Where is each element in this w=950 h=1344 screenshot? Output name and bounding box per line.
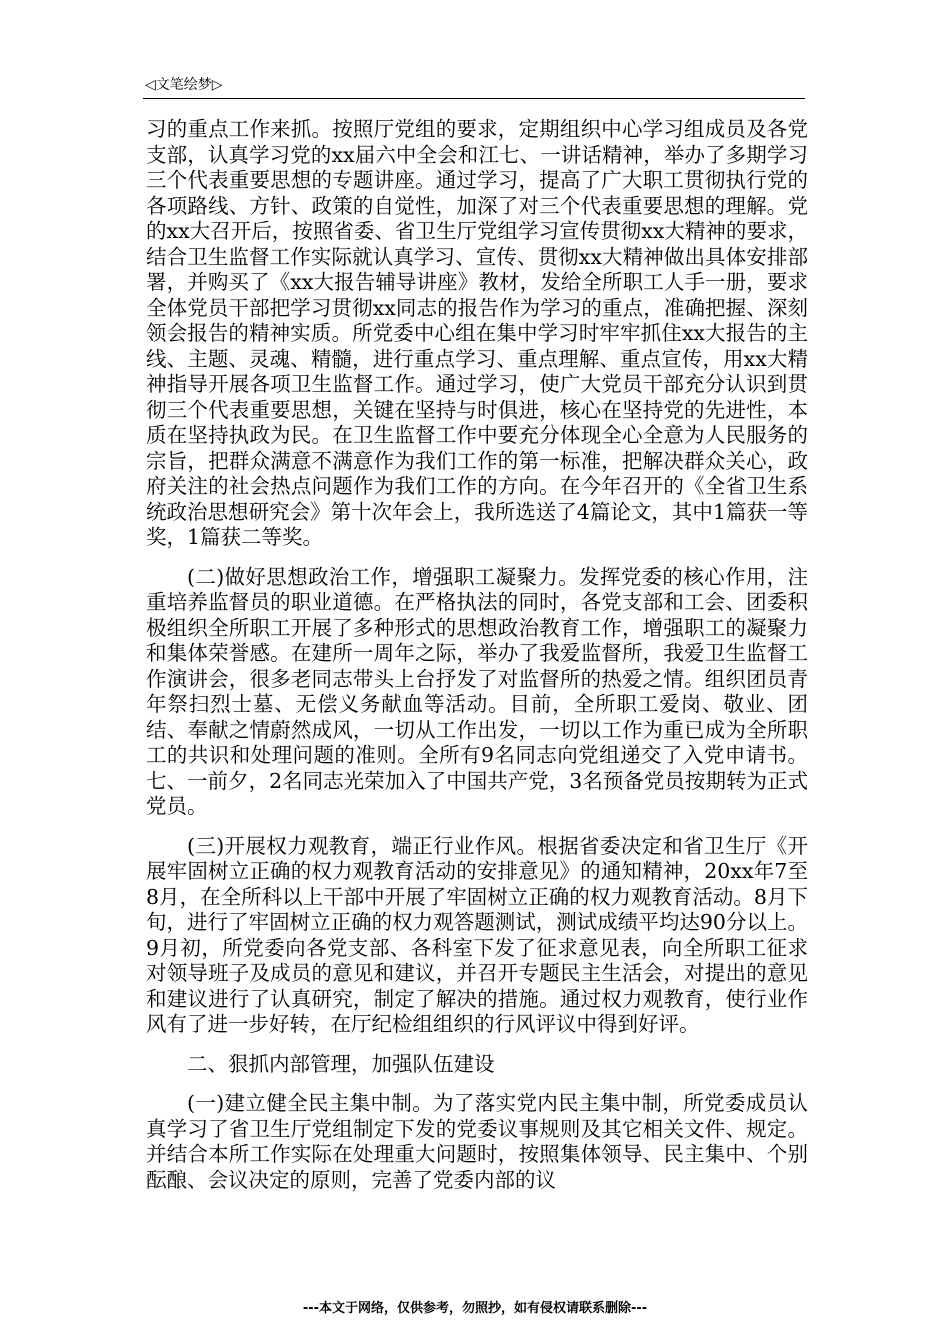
page-footer-notice: ---本文于网络，仅供参考，勿照抄，如有侵权请联系删除--- <box>302 1301 648 1316</box>
document-body <box>146 117 808 1193</box>
paragraph-3: (三)开展权力观教育，端正行业作风。根据省委决定和省卫生厅《开展牢固树立正确的权力观教育活动的安排意见》的通知精神，20xx年7至8月，在全所科以上干部中开展了牢固树立正确的权力观教育活动。8月下旬，进行了牢固树立正确的权力观答题测试，测试成绩平均达90分以上。9月初，所党委向各党支部、各科室下发了征求意见表，向全所职工征求对领导班子及成员的意见和建议，并召开专题民主生活会，对提出的意见和建议进行了认真研究，制定了解决的措施。通过权力观教育，使行业作风有了进一步好转，在厅纪检组组织的行风评议中得到好评。 <box>146 833 808 1036</box>
page-header <box>143 74 805 99</box>
section-heading: 二、狠抓内部管理，加强队伍建设 <box>187 1051 495 1076</box>
header-brand: ◁文笔绘梦▷ <box>145 77 223 93</box>
paragraph-1: 习的重点工作来抓。按照厅党组的要求，定期组织中心学习组成员及各党支部，认真学习党的xx届六中全会和江七、一讲话精神，举办了多期学习三个代表重要思想的专题讲座。通过学习，提高了广大职工贯彻执行党的各项路线、方针、政策的自觉性，加深了对三个代表重要思想的理解。党的xx大召开后，按照省委、省卫生厅党组学习宣传贯彻xx大精神的要求，结合卫生监督工作实际就认真学习、宣传、贯彻xx大精神做出具体安排部署，并购买了《xx大报告辅导讲座》教材，发给全所职工人手一册，要求全体党员干部把学习贯彻xx同志的报告作为学习的重点，准确把握、深刻领会报告的精神实质。所党委中心组在集中学习时牢牢抓住xx大报告的主线、主题、灵魂、精髓，进行重点学习、重点理解、重点宣传，用xx大精神指导开展各项卫生监督工作。通过学习，使广大党员干部充分认识到贯彻三个代表重要思想，关键在坚持与时俱进，核心在坚持党的先进性，本质在坚持执政为民。在卫生监督工作中要充分体现全心全意为人民服务的宗旨，把群众满意不满意作为我们工作的第一标准，把解决群众关心，政府关注的社会热点问题作为我们工作的方向。在今年召开的《全省卫生系统政治思想研究会》第十次年会上，我所选送了4篇论文，其中1篇获一等奖，1篇获二等奖。 <box>146 117 808 549</box>
paragraph-4: (一)建立健全民主集中制。为了落实党内民主集中制，所党委成员认真学习了省卫生厅党组制定下发的党委议事规则及其它相关文件、规定。并结合本所工作实际在处理重大问题时，按照集体领导、民主集中、个别酝酿、会议决定的原则，完善了党委内部的议 <box>146 1091 808 1192</box>
paragraph-2: (二)做好思想政治工作，增强职工凝聚力。发挥党委的核心作用，注重培养监督员的职业道德。在严格执法的同时，各党支部和工会、团委积极组织全所职工开展了多种形式的思想政治教育工作，增强职工的凝聚力和集体荣誉感。在建所一周年之际，举办了我爱监督所，我爱卫生监督工作演讲会，很多老同志带头上台抒发了对监督所的热爱之情。组织团员青年祭扫烈士墓、无偿义务献血等活动。目前，全所职工爱岗、敬业、团结、奉献之情蔚然成风，一切从工作出发，一切以工作为重已成为全所职工的共识和处理问题的准则。全所有9名同志向党组递交了入党申请书。七、一前夕，2名同志光荣加入了中国共产党，3名预备党员按期转为正式党员。 <box>146 564 808 818</box>
